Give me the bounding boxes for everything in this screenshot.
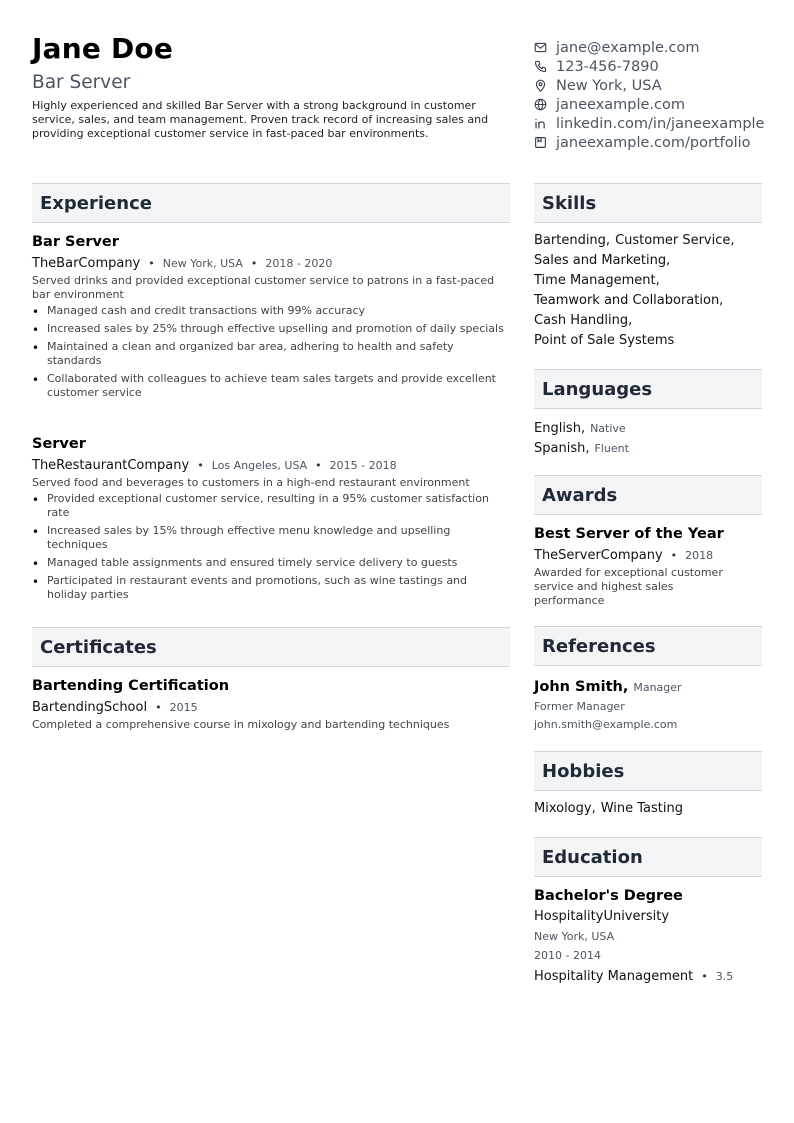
awards-heading: Awards	[534, 475, 762, 515]
hobbies-heading: Hobbies	[534, 751, 762, 791]
phone-text: 123-456-7890	[556, 58, 659, 75]
skill-tag: Teamwork and Collaboration,	[534, 293, 724, 308]
education-dates: 2010 - 2014	[534, 949, 601, 962]
language-level: Fluent	[594, 442, 629, 455]
language-item	[534, 437, 762, 457]
skills-heading: Skills	[534, 183, 762, 223]
language-item	[534, 417, 762, 437]
job-dates: 2015 - 2018	[329, 458, 397, 472]
reference-header	[534, 675, 762, 697]
reference-name: John Smith,	[534, 679, 629, 695]
job-summary: Served drinks and provided exceptional customer service to patrons in a fast-paced bar environment	[32, 274, 495, 301]
language-name: English,	[534, 421, 586, 436]
reference-relation: Former Manager	[534, 700, 625, 713]
list-item: • Managed cash and credit transactions with 99% accuracy	[32, 304, 510, 318]
award-year: 2018	[685, 548, 714, 562]
certificates-heading: Certificates	[32, 627, 510, 667]
reference-item	[534, 675, 762, 734]
job-highlights	[32, 492, 510, 602]
skill-tag: Customer Service,	[615, 233, 735, 248]
award-meta	[534, 544, 762, 566]
contact-portfolio[interactable]	[534, 133, 794, 152]
job-meta	[32, 454, 510, 476]
company-name: TheRestaurantCompany	[32, 457, 190, 473]
candidate-name: Jane Doe	[32, 32, 174, 65]
portfolio-icon	[534, 136, 547, 149]
reference-email[interactable]: john.smith@example.com	[534, 718, 678, 731]
list-item: • Maintained a clean and organized bar area, adhering to health and safety standards	[32, 340, 510, 368]
field-of-study: Hospitality Management	[534, 968, 694, 984]
hobbies-list	[534, 799, 762, 819]
separator-dot: •	[315, 458, 322, 472]
company-name: TheBarCompany	[32, 255, 141, 271]
skill-tag: Sales and Marketing,	[534, 253, 671, 268]
hobby-tag: Mixology,	[534, 801, 596, 816]
certificate-year: 2015	[169, 700, 198, 714]
skill-tag: Cash Handling,	[534, 313, 633, 328]
candidate-title: Bar Server	[32, 72, 131, 93]
experience-heading: Experience	[32, 183, 510, 223]
certificate-summary: Completed a comprehensive course in mixology and bartending techniques	[32, 718, 450, 731]
experience-item	[32, 232, 510, 404]
contact-phone[interactable]	[534, 57, 794, 76]
list-item: • Managed table assignments and ensured timely service delivery to guests	[32, 556, 510, 570]
job-meta	[32, 252, 510, 274]
gpa-value: 3.5	[715, 969, 734, 983]
job-title: Server	[32, 436, 86, 452]
certificate-meta	[32, 696, 510, 718]
phone-icon	[534, 60, 547, 73]
list-item: • Collaborated with colleagues to achieve team sales targets and provide excellent customer service	[32, 372, 510, 400]
job-location: Los Angeles, USA	[211, 458, 308, 472]
language-level: Native	[590, 422, 626, 435]
job-summary: Served food and beverages to customers in a high-end restaurant environment	[32, 476, 470, 489]
reference-role: Manager	[633, 681, 682, 694]
language-name: Spanish,	[534, 441, 590, 456]
certificate-item	[32, 676, 510, 732]
award-item	[534, 524, 762, 608]
separator-dot: •	[148, 256, 155, 270]
mail-icon	[534, 41, 547, 54]
linkedin-link: linkedin.com/in/janeexample	[556, 115, 765, 132]
degree-title: Bachelor's Degree	[534, 888, 683, 904]
email-text: jane@example.com	[556, 39, 700, 56]
list-item: • Increased sales by 15% through effective menu knowledge and upselling techniques	[32, 524, 510, 552]
website-link: janeexample.com	[556, 96, 686, 113]
award-issuer: TheServerCompany	[534, 547, 663, 563]
education-heading: Education	[534, 837, 762, 877]
references-heading: References	[534, 626, 762, 666]
linkedin-icon	[534, 117, 547, 130]
list-item: • Provided exceptional customer service, resulting in a 95% customer satisfaction rate	[32, 492, 510, 520]
education-field-row	[534, 965, 762, 987]
education-item	[534, 886, 762, 987]
contact-email[interactable]	[534, 38, 794, 57]
separator-dot: •	[155, 700, 162, 714]
profile-summary: Highly experienced and skilled Bar Server with a strong background in customer service, sales, and team management. Proven track record of increasing sales and providing exceptional customer service in fast-paced bar environments.	[32, 99, 489, 140]
skills-list	[534, 231, 762, 351]
skill-tag: Point of Sale Systems	[534, 333, 675, 348]
list-item: • Increased sales by 25% through effective upselling and promotion of daily specials	[32, 322, 510, 336]
certificate-issuer: BartendingSchool	[32, 699, 148, 715]
separator-dot: •	[670, 548, 678, 562]
globe-icon	[534, 98, 547, 111]
job-dates: 2018 - 2020	[265, 256, 333, 270]
job-location: New York, USA	[162, 256, 243, 270]
separator-dot: •	[197, 458, 204, 472]
award-title: Best Server of the Year	[534, 526, 724, 542]
separator-dot: •	[701, 969, 708, 983]
map-pin-icon	[534, 79, 547, 92]
skill-tag: Time Management,	[534, 273, 660, 288]
job-title: Bar Server	[32, 234, 119, 250]
certificate-title: Bartending Certification	[32, 678, 230, 694]
contact-linkedin[interactable]	[534, 114, 794, 133]
award-summary: Awarded for exceptional customer service and highest sales performance	[534, 566, 723, 607]
school-name: HospitalityUniversity	[534, 909, 670, 924]
hobby-tag: Wine Tasting	[600, 801, 683, 816]
languages-list	[534, 417, 762, 457]
job-highlights	[32, 304, 510, 400]
experience-item	[32, 434, 510, 606]
school-location: New York, USA	[534, 930, 615, 943]
contact-location	[534, 76, 794, 95]
contact-website[interactable]	[534, 95, 794, 114]
separator-dot: •	[250, 256, 258, 270]
skill-tag: Bartending,	[534, 233, 611, 248]
location-text: New York, USA	[556, 77, 662, 94]
list-item: • Participated in restaurant events and promotions, such as wine tastings and holiday parties	[32, 574, 510, 602]
languages-heading: Languages	[534, 369, 762, 409]
portfolio-link: janeexample.com/portfolio	[556, 134, 751, 151]
contact-list	[534, 38, 794, 152]
